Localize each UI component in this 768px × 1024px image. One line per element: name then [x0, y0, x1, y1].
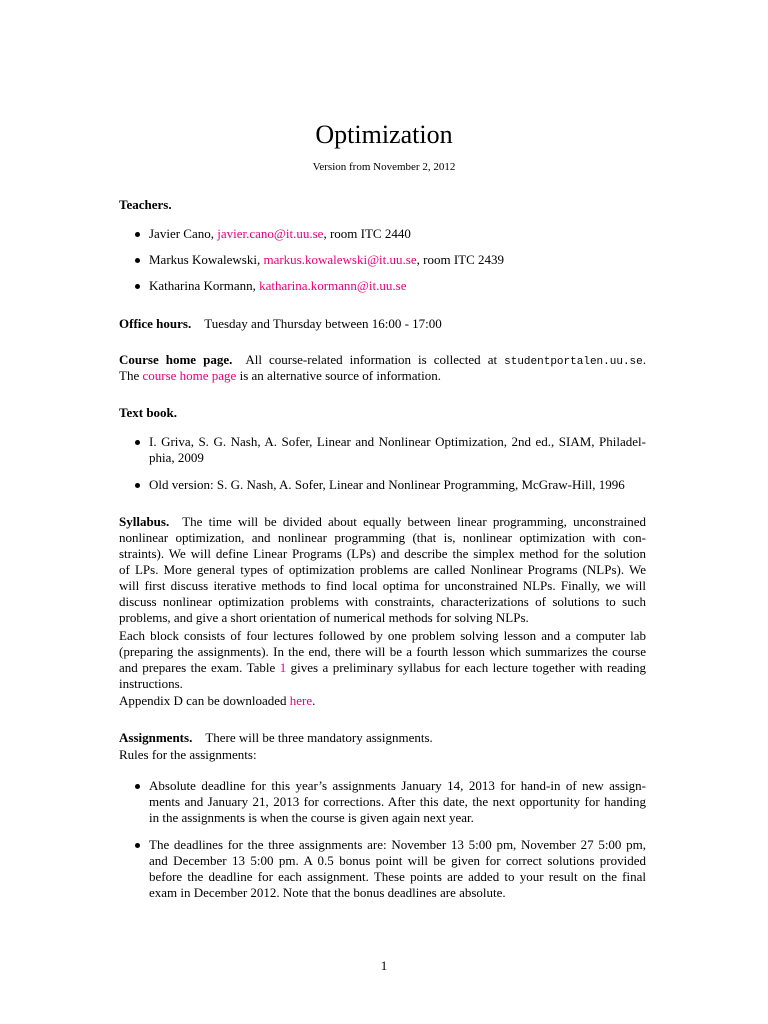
text-book-heading: Text book. — [119, 405, 178, 420]
assignment-rules-intro-text: Rules for the assignments: — [119, 747, 257, 762]
course-home-page-text: . — [642, 352, 646, 367]
assignment-rule-item — [119, 778, 646, 826]
course-home-page-section — [119, 352, 646, 384]
syllabus-paragraph — [119, 514, 646, 626]
syllabus-line: straints). We will define Linear Programs (LPs) and describe the simplex method for the solution — [119, 546, 646, 561]
text-book-line: phia, 2009 — [149, 450, 204, 465]
syllabus-line: problems, and give a short orientation of numerical methods for solving NLPs. — [119, 610, 529, 625]
syllabus-line: and prepares the exam. Table — [119, 660, 280, 675]
course-home-page-text: All course-related information is collected at — [245, 352, 505, 367]
teacher-name: Katharina Kormann, — [149, 278, 260, 293]
bullet-icon — [135, 258, 140, 263]
text-book-line: I. Griva, S. G. Nash, A. Sofer, Linear and Nonlinear Optimization, 2nd ed., SIAM, Philadel- — [149, 434, 646, 449]
text-book-item — [119, 477, 646, 493]
assignment-rule-text — [149, 837, 646, 901]
bullet-icon — [135, 284, 140, 289]
studentportalen-url: studentportalen.uu.se — [504, 356, 643, 368]
office-hours-section — [119, 316, 646, 332]
assignments-heading: Assignments. — [119, 730, 193, 745]
teacher-name: Markus Kowalewski, — [149, 252, 264, 267]
text-book-line: Old version: S. G. Nash, A. Sofer, Linear and Nonlinear Programming, McGraw-Hill, 1996 — [149, 477, 625, 492]
teacher-room: , room ITC 2439 — [416, 252, 505, 267]
syllabus-line: The time will be divided about equally between linear programming, unconstrained — [182, 514, 646, 529]
text-line — [119, 197, 646, 213]
version-date: Version from November 2, 2012 — [312, 161, 456, 173]
assignment-rule-line: exam in December 2012. Note that the bonus deadlines are absolute. — [149, 885, 506, 900]
text-line — [119, 660, 646, 676]
teacher-line — [149, 252, 646, 268]
text-line — [119, 316, 646, 332]
assignments-section — [119, 730, 646, 746]
appendix-text: Appendix D can be downloaded — [119, 693, 290, 708]
assignment-rule-line: The deadlines for the three assignments are: November 13 5:00 pm, November 27 5:00 pm, — [149, 837, 646, 852]
page-title: Optimization — [315, 120, 453, 149]
office-hours-text: Tuesday and Thursday between 16:00 - 17:00 — [204, 316, 442, 331]
text-line — [119, 730, 646, 746]
teachers-heading: Teachers. — [119, 197, 172, 212]
appendix-text: . — [312, 693, 316, 708]
text-line — [119, 352, 646, 368]
teacher-name: Javier Cano, — [149, 226, 218, 241]
syllabus-paragraph — [119, 628, 646, 692]
syllabus-line: will first discuss iterative methods to find local optima for unconstrained NLPs. Finally, we will — [119, 578, 646, 593]
assignment-rule-line: Absolute deadline for this year’s assignments January 14, 2013 for hand-in of new assign- — [149, 778, 646, 793]
teacher-text — [149, 252, 646, 268]
page-number: 1 — [380, 958, 388, 973]
syllabus-line: instructions. — [119, 676, 183, 691]
office-hours-heading: Office hours. — [119, 316, 192, 331]
appendix-paragraph — [119, 693, 646, 709]
syllabus-heading: Syllabus. — [119, 514, 170, 529]
assignment-rules-intro — [119, 747, 646, 763]
course-home-page-link[interactable]: course home page — [142, 368, 237, 383]
text-line — [119, 368, 646, 384]
teacher-email-link[interactable]: javier.cano@it.uu.se — [217, 226, 324, 241]
appendix-d-download-link[interactable]: here — [289, 693, 313, 708]
teacher-room: , room ITC 2440 — [323, 226, 411, 241]
teachers-section — [119, 197, 646, 213]
teacher-item — [119, 278, 646, 294]
assignment-rule-text — [149, 778, 646, 826]
text-line — [119, 405, 646, 421]
teacher-email-link[interactable]: katharina.kormann@it.uu.se — [259, 278, 407, 293]
assignments-text: There will be three mandatory assignments. — [205, 730, 433, 745]
teacher-text — [149, 278, 646, 294]
syllabus-line: Each block consists of four lectures followed by one problem solving lesson and a computer lab — [119, 628, 646, 643]
assignment-rule-item — [119, 837, 646, 901]
bullet-icon — [135, 784, 140, 789]
teacher-item — [119, 252, 646, 268]
bullet-icon — [135, 843, 140, 848]
syllabus-line: (preparing the assignments). In the end, there will be a fourth lesson which summarizes the course — [119, 644, 646, 659]
course-home-page-text: is an alternative source of information. — [236, 368, 442, 383]
assignment-rule-line: in the assignments is when the course is given again next year. — [149, 810, 474, 825]
syllabus-line: discuss nonlinear optimization problems with constraints, characterizations of solutions to such — [119, 594, 646, 609]
teacher-email-link[interactable]: markus.kowalewski@it.uu.se — [263, 252, 417, 267]
syllabus-line: of LPs. More general types of optimization problems are called Nonlinear Programs (NLPs). We — [119, 562, 646, 577]
text-book-section — [119, 405, 646, 421]
syllabus-line: nonlinear optimization, and nonlinear programming (that is, nonlinear optimization with con- — [119, 530, 646, 545]
text-book-text — [149, 434, 646, 466]
text-book-text — [149, 477, 646, 493]
syllabus-line: gives a preliminary syllabus for each lecture together with reading — [286, 660, 646, 675]
teacher-line — [149, 226, 646, 242]
text-book-item — [119, 434, 646, 466]
assignment-rule-line: ments and January 21, 2013 for corrections. After this date, the next opportunity for handing — [149, 794, 646, 809]
teacher-text — [149, 226, 646, 242]
course-home-page-text: The — [119, 368, 143, 383]
assignment-rule-line: and December 13 5:00 pm. A 0.5 bonus point will be given for correct solutions provided — [149, 853, 646, 868]
text-line — [119, 693, 646, 709]
assignment-rule-line: before the deadline for each assignment. These points are added to your result on the final — [149, 869, 646, 884]
bullet-icon — [135, 483, 140, 488]
course-home-page-heading: Course home page. — [119, 352, 233, 367]
bullet-icon — [135, 232, 140, 237]
bullet-icon — [135, 440, 140, 445]
teacher-item — [119, 226, 646, 242]
teacher-line — [149, 278, 646, 294]
text-line — [119, 514, 646, 530]
table-reference-link[interactable]: 1 — [279, 660, 287, 675]
